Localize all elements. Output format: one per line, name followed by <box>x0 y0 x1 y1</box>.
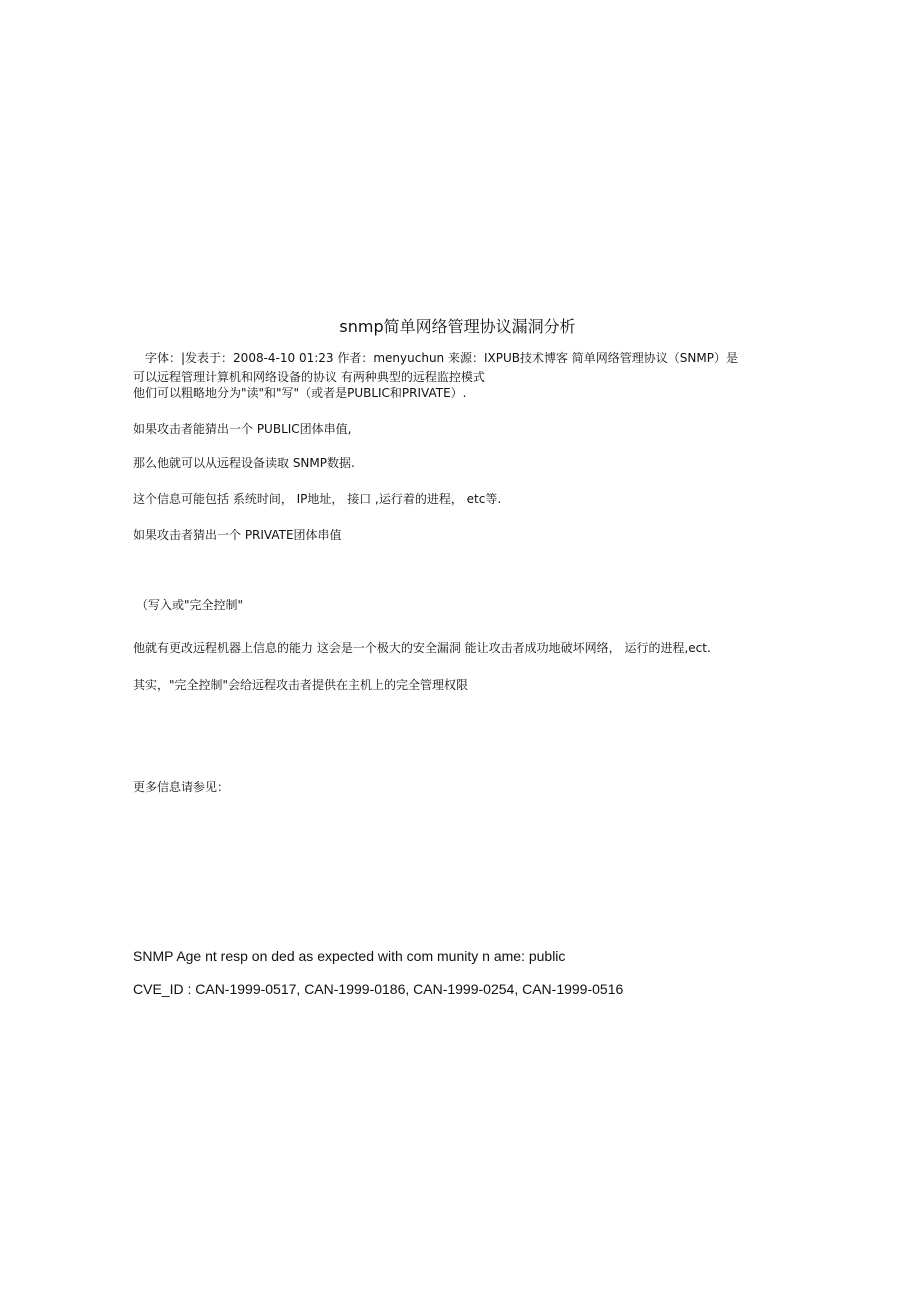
snmp-agent-line: SNMP Age nt resp on ded as expected with com munity n ame: public <box>133 948 566 964</box>
paragraph-security-hole: 他就有更改远程机器上信息的能力 这会是一个极大的安全漏洞 能让攻击者成功地破坏网络， 运行的进程,ect. <box>133 641 711 655</box>
paragraph-info-list: 这个信息可能包括 系统时间， IP地址， 接口 ,运行着的进程， etc等. <box>133 492 502 506</box>
cve-id-line: CVE_ID : CAN-1999-0517, CAN-1999-0186, CAN-1999-0254, CAN-1999-0516 <box>133 981 624 997</box>
document-title: snmp简单网络管理协议漏洞分析 <box>339 317 576 336</box>
meta-line-3: 他们可以粗略地分为"读"和"写"（或者是PUBLIC和PRIVATE）. <box>133 386 467 400</box>
paragraph-write-control: （写入或"完全控制" <box>136 598 244 612</box>
meta-line-2: 可以远程管理计算机和网络设备的协议 有两种典型的远程监控模式 <box>133 370 485 384</box>
paragraph-public-string: 如果攻击者能猜出一个 PUBLIC团体串值, <box>133 422 352 436</box>
paragraph-read-snmp: 那么他就可以从远程设备读取 SNMP数据. <box>133 456 355 470</box>
paragraph-admin-rights: 其实，"完全控制"会给远程攻击者提供在主机上的完全管理权限 <box>133 678 469 692</box>
meta-line-1: 字体：|发表于：2008-4-10 01:23 作者：menyuchun 来源：IXPUB技术博客 简单网络管理协议（SNMP）是 <box>145 351 738 365</box>
more-info-label: 更多信息请参见： <box>133 780 230 794</box>
paragraph-private-string: 如果攻击者猜出一个 PRIVATE团体串值 <box>133 528 342 542</box>
